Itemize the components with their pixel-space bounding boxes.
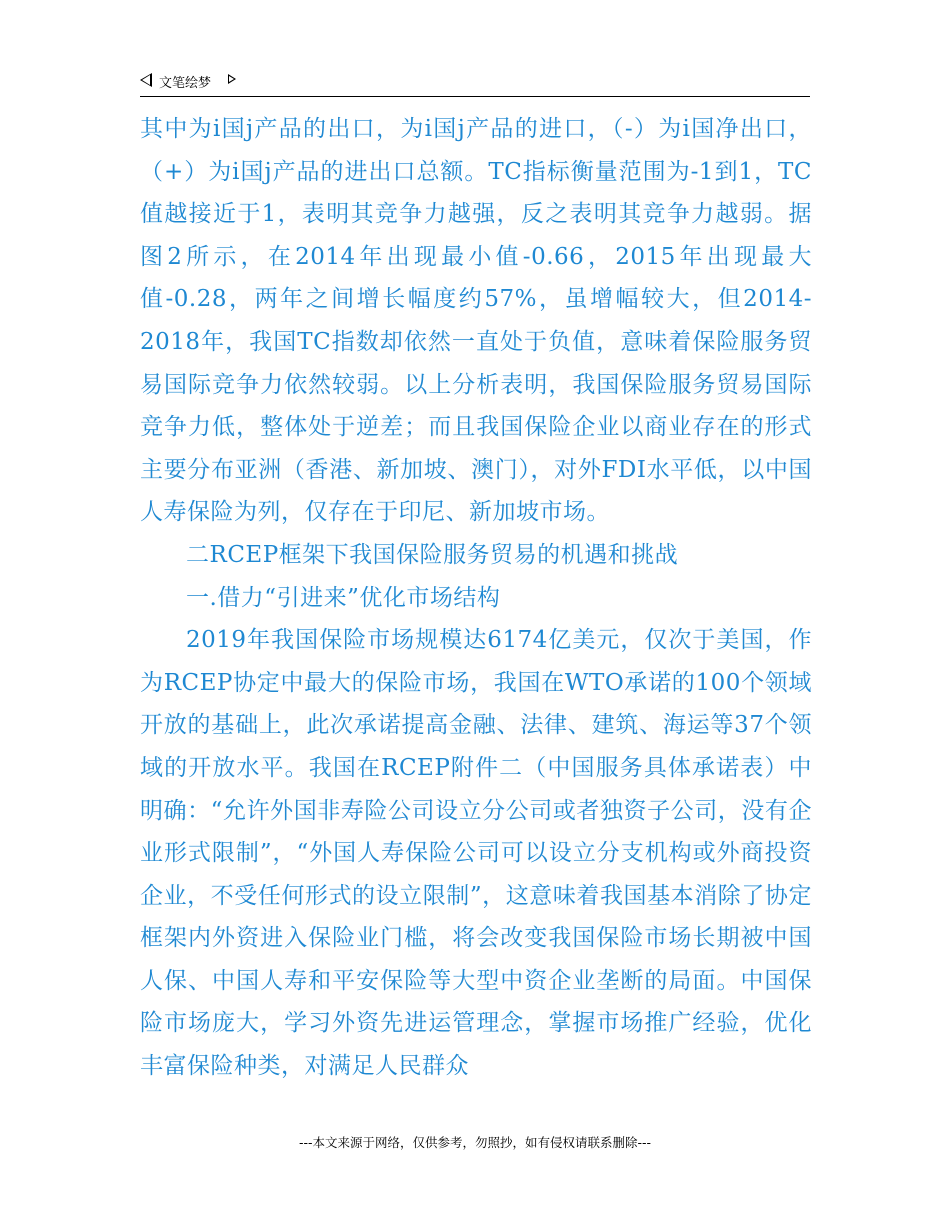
subsection-heading: 一.借力“引进来”优化市场结构 [186, 584, 501, 611]
paragraph-tc-analysis: 其中为i国j产品的出口，为i国j产品的进口，（-）为i国净出口，（+）为i国j产品的进出口总额。TC指标衡量范围为-1到1，TC值越接近于1，表明其竞争力越强，反之表明其竞争力越弱。据图2所示，在2014年出现最小值-0.66，2015年出现最大值-0.28，两年之间增长幅度约57%，虽增幅较大，但2014-2018年，我国TC指数却依然一直处于负值，意味着保险服务贸易国际竞争力依然较弱。以上分析表明，我国保险服务贸易国际竞争力低，整体处于逆差；而且我国保险企业以商业存在的形式主要分布亚洲（香港、新加坡、澳门），对外FDI水平低，以中国人寿保险为列，仅存在于印尼、新加坡市场。 [140, 116, 812, 526]
page-header [140, 70, 810, 97]
document-body [140, 108, 812, 1088]
section-heading: 二RCEP框架下我国保险服务贸易的机遇和挑战 [186, 541, 679, 568]
paragraph-market-opening: 2019年我国保险市场规模达6174亿美元，仅次于美国，作为RCEP协定中最大的保险市场，我国在WTO承诺的100个领域开放的基础上，此次承诺提高金融、法律、建筑、海运等37个领域的开放水平。我国在RCEP附件二（中国服务具体承诺表）中明确：“允许外国非寿险公司设立分公司或者独资子公司，没有企业形式限制”，“外国人寿保险公司可以设立分支机构或外商投资企业，不受任何形式的设立限制”，这意味着我国基本消除了协定框架内外资进入保险业门槛，将会改变我国保险市场长期被中国人保、中国人寿和平安保险等大型中资企业垄断的局面。中国保险市场庞大，学习外资先进运管理念，掌握市场推广经验，优化丰富保险种类，对满足人民群众 [140, 627, 812, 1080]
footer-disclaimer: ---本文来源于网络，仅供参考，勿照抄，如有侵权请联系删除--- [298, 1135, 652, 1150]
header-title: 文笔绘梦 [159, 76, 212, 91]
triangle-left-icon [140, 73, 152, 87]
triangle-right-icon [228, 74, 236, 84]
